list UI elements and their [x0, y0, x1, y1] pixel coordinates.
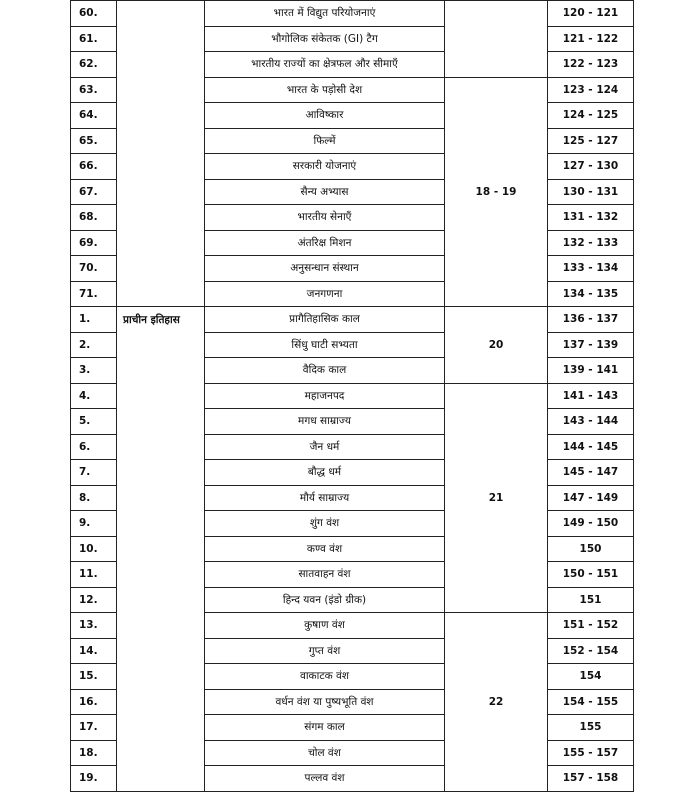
row-number: 4. — [71, 383, 117, 409]
row-number: 12. — [71, 587, 117, 613]
page-range: 125 - 127 — [548, 128, 634, 154]
topic-cell: भारत में विद्युत परियोजनाएं — [205, 1, 445, 27]
page-range: 154 — [548, 664, 634, 690]
page-range: 127 - 130 — [548, 154, 634, 180]
row-number: 2. — [71, 332, 117, 358]
topic-cell: सरकारी योजनाएं — [205, 154, 445, 180]
row-number: 61. — [71, 26, 117, 52]
topic-cell: वर्धन वंश या पुष्यभूति वंश — [205, 689, 445, 715]
page-range: 123 - 124 — [548, 77, 634, 103]
topic-cell: भौगोलिक संकेतक (GI) टैग — [205, 26, 445, 52]
topic-cell: मौर्य साम्राज्य — [205, 485, 445, 511]
topic-cell: शुंग वंश — [205, 511, 445, 537]
topic-cell: भारतीय राज्यों का क्षेत्रफल और सीमाएँ — [205, 52, 445, 78]
page-range: 124 - 125 — [548, 103, 634, 129]
page-range: 121 - 122 — [548, 26, 634, 52]
page-range: 151 - 152 — [548, 613, 634, 639]
group-cell: 22 — [445, 613, 548, 792]
page-range: 137 - 139 — [548, 332, 634, 358]
topic-cell: भारत के पड़ोसी देश — [205, 77, 445, 103]
topic-cell: हिन्द यवन (इंडो ग्रीक) — [205, 587, 445, 613]
page-range: 120 - 121 — [548, 1, 634, 27]
table-row — [71, 1, 634, 27]
row-number: 3. — [71, 358, 117, 384]
row-number: 70. — [71, 256, 117, 282]
page-range: 130 - 131 — [548, 179, 634, 205]
row-number: 63. — [71, 77, 117, 103]
row-number: 67. — [71, 179, 117, 205]
topic-cell: आविष्कार — [205, 103, 445, 129]
row-number: 71. — [71, 281, 117, 307]
row-number: 60. — [71, 1, 117, 27]
section-title: प्राचीन इतिहास — [123, 314, 180, 326]
row-number: 16. — [71, 689, 117, 715]
row-number: 7. — [71, 460, 117, 486]
page-range: 157 - 158 — [548, 766, 634, 792]
page-range: 133 - 134 — [548, 256, 634, 282]
topic-cell: पल्लव वंश — [205, 766, 445, 792]
row-number: 68. — [71, 205, 117, 231]
row-number: 19. — [71, 766, 117, 792]
topic-cell: वैदिक काल — [205, 358, 445, 384]
page-range: 150 — [548, 536, 634, 562]
topic-cell: गुप्त वंश — [205, 638, 445, 664]
table-row — [71, 307, 634, 333]
row-number: 62. — [71, 52, 117, 78]
page-range: 145 - 147 — [548, 460, 634, 486]
page-range: 155 - 157 — [548, 740, 634, 766]
page-range: 134 - 135 — [548, 281, 634, 307]
group-cell: 20 — [445, 307, 548, 384]
page-range: 149 - 150 — [548, 511, 634, 537]
topic-cell: कण्व वंश — [205, 536, 445, 562]
section-cell — [117, 1, 205, 307]
page-range: 151 — [548, 587, 634, 613]
topic-cell: महाजनपद — [205, 383, 445, 409]
page-range: 152 - 154 — [548, 638, 634, 664]
section-cell — [117, 307, 205, 792]
group-cell: 21 — [445, 383, 548, 613]
row-number: 69. — [71, 230, 117, 256]
topic-cell: संगम काल — [205, 715, 445, 741]
topic-cell: जनगणना — [205, 281, 445, 307]
page-range: 136 - 137 — [548, 307, 634, 333]
page-range: 154 - 155 — [548, 689, 634, 715]
row-number: 18. — [71, 740, 117, 766]
row-number: 5. — [71, 409, 117, 435]
group-cell: 18 - 19 — [445, 77, 548, 307]
row-number: 13. — [71, 613, 117, 639]
topic-cell: फिल्में — [205, 128, 445, 154]
row-number: 8. — [71, 485, 117, 511]
topic-cell: भारतीय सेनाएँ — [205, 205, 445, 231]
page-range: 139 - 141 — [548, 358, 634, 384]
page-range: 143 - 144 — [548, 409, 634, 435]
topic-cell: बौद्ध धर्म — [205, 460, 445, 486]
page-range: 144 - 145 — [548, 434, 634, 460]
page-range: 122 - 123 — [548, 52, 634, 78]
row-number: 10. — [71, 536, 117, 562]
topic-cell: अनुसन्धान संस्थान — [205, 256, 445, 282]
topic-cell: मगध साम्राज्य — [205, 409, 445, 435]
topic-cell: सातवाहन वंश — [205, 562, 445, 588]
topic-cell: कुषाण वंश — [205, 613, 445, 639]
group-cell — [445, 1, 548, 78]
row-number: 11. — [71, 562, 117, 588]
topic-cell: सैन्य अभ्यास — [205, 179, 445, 205]
topic-cell: जैन धर्म — [205, 434, 445, 460]
topic-cell: वाकाटक वंश — [205, 664, 445, 690]
row-number: 1. — [71, 307, 117, 333]
row-number: 9. — [71, 511, 117, 537]
page-range: 150 - 151 — [548, 562, 634, 588]
page-range: 132 - 133 — [548, 230, 634, 256]
page-range: 155 — [548, 715, 634, 741]
page-range: 141 - 143 — [548, 383, 634, 409]
page-range: 147 - 149 — [548, 485, 634, 511]
row-number: 14. — [71, 638, 117, 664]
row-number: 66. — [71, 154, 117, 180]
contents-table — [70, 0, 634, 792]
row-number: 6. — [71, 434, 117, 460]
topic-cell: अंतरिक्ष मिशन — [205, 230, 445, 256]
row-number: 15. — [71, 664, 117, 690]
page-range: 131 - 132 — [548, 205, 634, 231]
topic-cell: प्रागैतिहासिक काल — [205, 307, 445, 333]
topic-cell: सिंधु घाटी सभ्यता — [205, 332, 445, 358]
row-number: 64. — [71, 103, 117, 129]
row-number: 65. — [71, 128, 117, 154]
topic-cell: चोल वंश — [205, 740, 445, 766]
row-number: 17. — [71, 715, 117, 741]
